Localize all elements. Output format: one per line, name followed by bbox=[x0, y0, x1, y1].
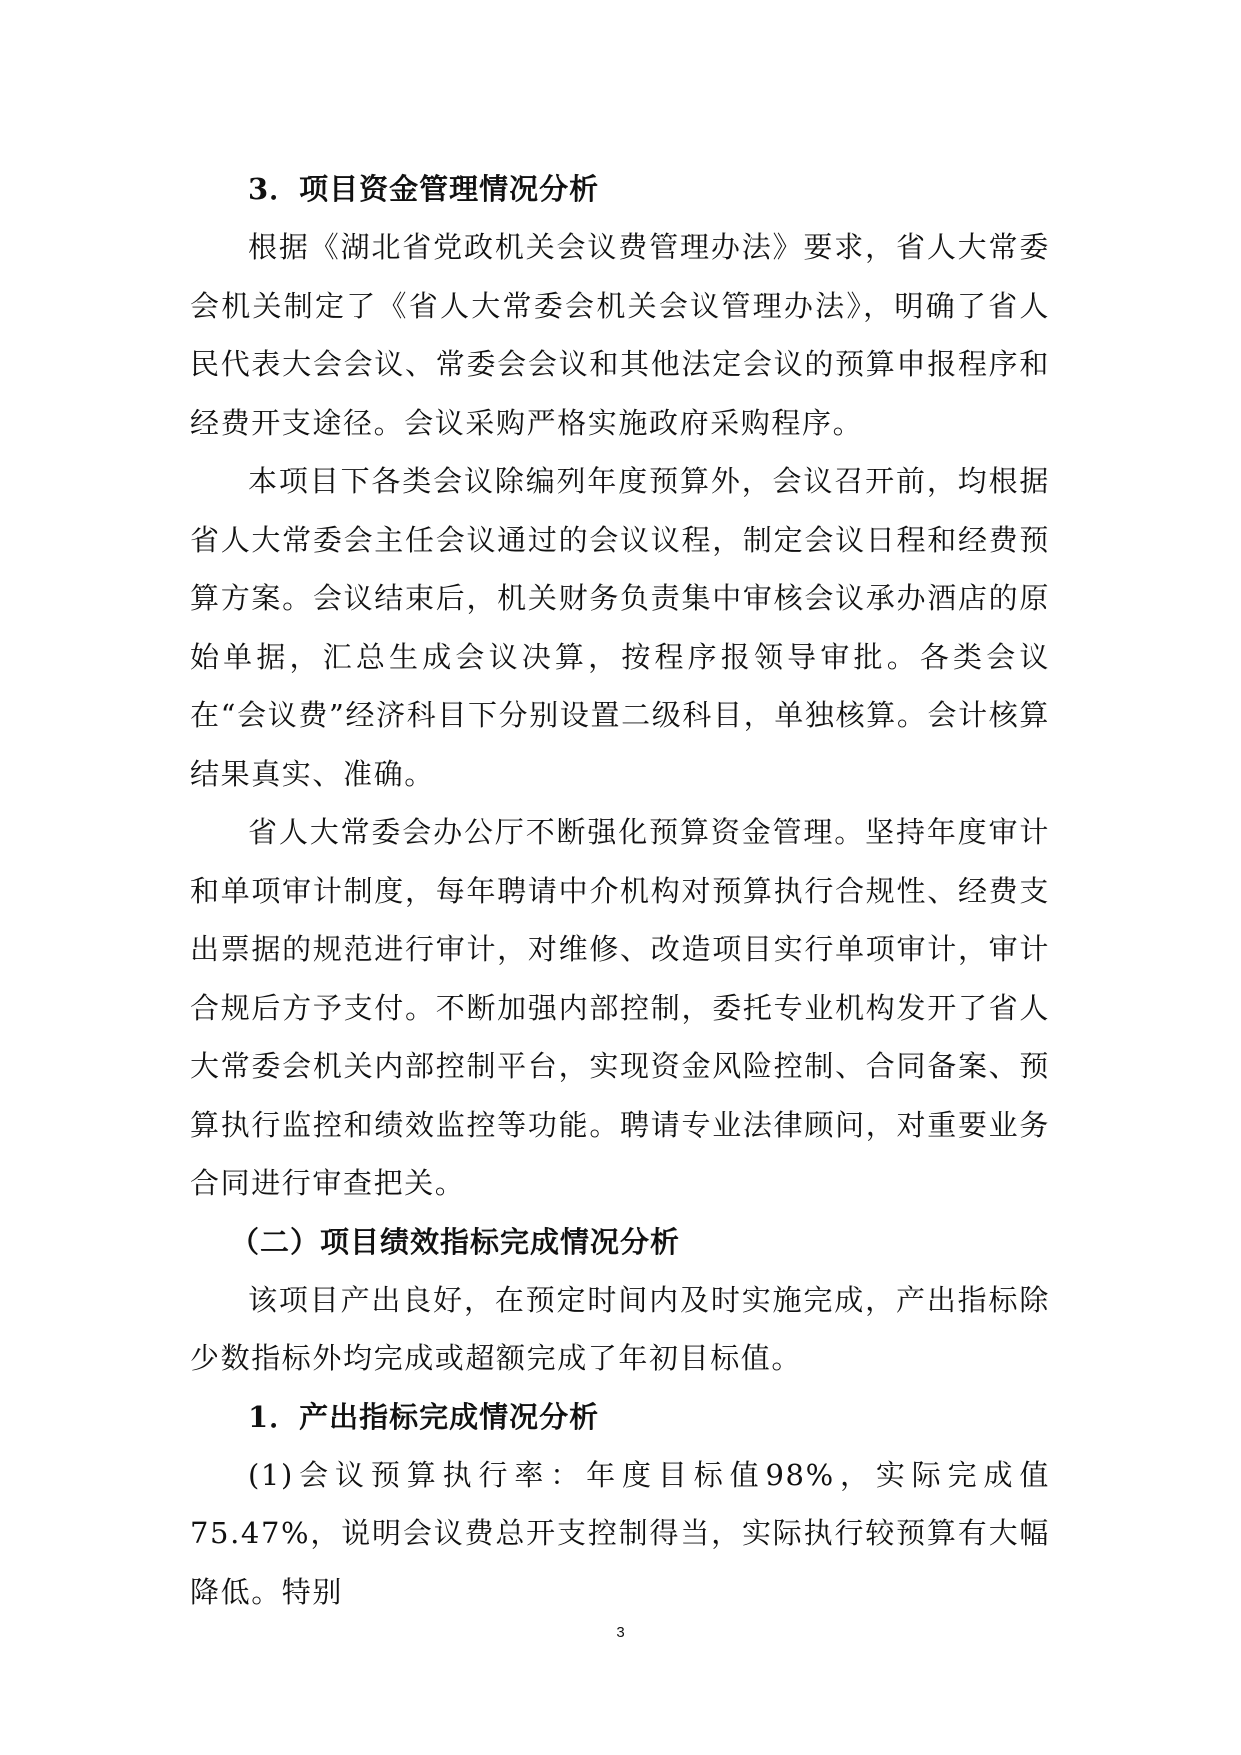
document-body bbox=[190, 160, 1050, 1621]
page-number: 3 bbox=[616, 1624, 625, 1641]
paragraph-output-summary: 该项目产出良好，在预定时间内及时实施完成，产出指标除少数指标外均完成或超额完成了年初目标值。 bbox=[190, 1282, 1050, 1375]
section-heading-performance-indicators: （二）项目绩效指标完成情况分析 bbox=[230, 1224, 681, 1259]
section-heading-output-indicators: 1．产出指标完成情况分析 bbox=[248, 1399, 600, 1434]
paragraph-budget-fund-management: 省人大常委会办公厅不断强化预算资金管理。坚持年度审计和单项审计制度，每年聘请中介机构对预算执行合规性、经费支出票据的规范进行审计，对维修、改造项目实行单项审计，审计合规后方予支付。不断加强内部控制，委托专业机构发开了省人大常委会机关内部控制平台，实现资金风险控制、合同备案、预算执行监控和绩效监控等功能。聘请专业法律顾问，对重要业务合同进行审查把关。 bbox=[190, 815, 1050, 1200]
section-heading-fund-management: 3．项目资金管理情况分析 bbox=[248, 172, 600, 206]
paragraph-budget-execution-rate: (1)会议预算执行率：年度目标值98%，实际完成值75.47%，说明会议费总开支控制得当，实际执行较预算有大幅降低。特别 bbox=[190, 1457, 1050, 1609]
paragraph-meeting-regulations: 根据《湖北省党政机关会议费管理办法》要求，省人大常委会机关制定了《省人大常委会机关会议管理办法》，明确了省人民代表大会会议、常委会会议和其他法定会议的预算申报程序和经费开支途径。会议采购严格实施政府采购程序。 bbox=[190, 230, 1050, 440]
paragraph-meeting-budget-process: 本项目下各类会议除编列年度预算外，会议召开前，均根据省人大常委会主任会议通过的会议议程，制定会议日程和经费预算方案。会议结束后，机关财务负责集中审核会议承办酒店的原始单据，汇总生成会议决算，按程序报领导审批。各类会议在“会议费”经济科目下分别设置二级科目，单独核算。会计核算结果真实、准确。 bbox=[190, 464, 1050, 791]
